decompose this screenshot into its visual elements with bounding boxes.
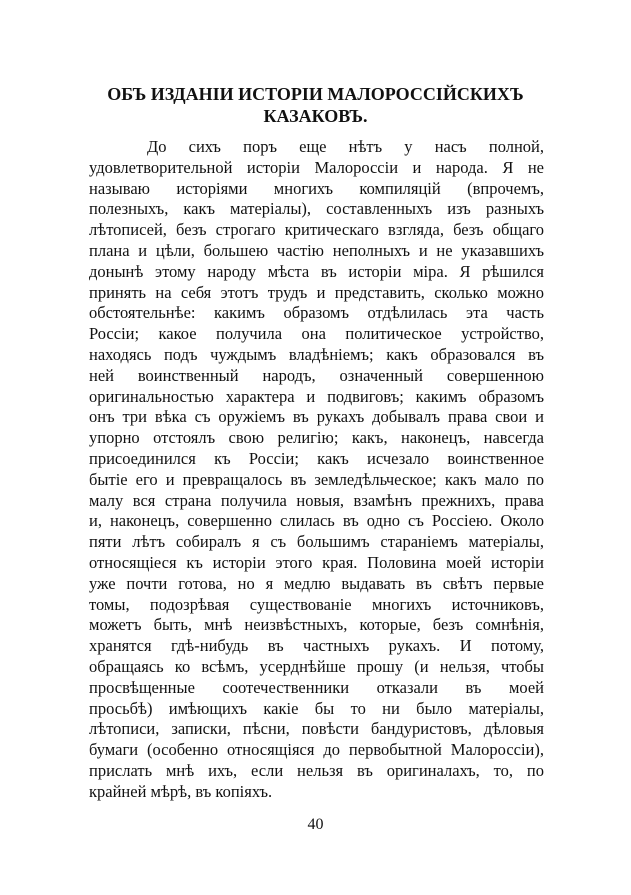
body-line: обстоятельнѣе: какимъ образомъ отдѣлилась эта часть <box>89 303 544 323</box>
body-line: оригинальностью характера и подвиговъ; какимъ образомъ <box>89 386 544 406</box>
body-line: можетъ быть, мнѣ неизвѣстныхъ, которые, безъ сомнѣнія, <box>89 615 544 635</box>
title-line: ОБЪ ИЗДАНІИ ИСТОРІИ МАЛОРОССІЙСКИХЪ <box>107 84 524 104</box>
body-line: лѣтописей, безъ строгаго критическаго взгляда, безъ общаго <box>89 220 544 240</box>
body-line: относящіеся къ исторіи этого края. Половина моей исторіи <box>89 552 544 572</box>
body-line: ней воинственный народъ, означенный совершенною <box>89 365 544 385</box>
title-line: КАЗАКОВЪ. <box>263 106 368 126</box>
body-line: хранятся гдѣ-нибудь въ частныхъ рукахъ. И потому, <box>89 636 544 656</box>
body-line: называю исторіями многихъ компиляцій (впрочемъ, <box>89 178 544 198</box>
body-line: плана и цѣли, большею частію неполныхъ и не указавшихъ <box>89 240 544 260</box>
body-line: прислать мнѣ ихъ, если нельзя въ оригиналахъ, то, по <box>89 760 544 780</box>
body-line: удовлетворительной исторіи Малороссіи и народа. Я не <box>89 157 544 177</box>
body-line: просьбѣ) имѣющихъ какіе бы то ни было матеріалы, <box>89 698 544 718</box>
body-line: просвѣщенные соотечественники отказали въ моей <box>89 677 544 697</box>
body-line: крайней мѣрѣ, въ копіяхъ. <box>89 781 273 801</box>
body-line: обращаясь ко всѣмъ, усерднѣйше прошу (и нельзя, чтобы <box>89 656 544 676</box>
body-line: лѣтописи, записки, пѣсни, повѣсти бандуристовъ, дѣловыя <box>89 719 544 739</box>
body-line: присоединился къ Россіи; какъ исчезало воинственное <box>89 448 544 468</box>
article-body <box>89 137 544 803</box>
body-line: пяти лѣтъ собиралъ я съ большимъ стараніемъ матеріалы, <box>89 532 544 552</box>
body-line: бытіе его и превращалось въ земледѣльческое; какъ мало по <box>89 469 544 489</box>
body-line: бумаги (особенно относящіяся до первобытной Малороссіи), <box>89 740 544 760</box>
body-line: уже почти готова, но я медлю выдавать въ свѣтъ первые <box>89 573 544 593</box>
body-line: находясь подъ чуждымъ владѣніемъ; какъ образовался въ <box>89 344 544 364</box>
body-line: онъ три вѣка съ оружіемъ въ рукахъ добывалъ права свои и <box>89 407 544 427</box>
body-line: томы, подозрѣвая существованіе многихъ источниковъ, <box>89 594 544 614</box>
body-line: и, наконецъ, совершенно слилась въ одно съ Россіею. Около <box>89 511 544 531</box>
body-line: малу вся страна получила новыя, взамѣнъ прежнихъ, права <box>89 490 544 510</box>
page-number: 40 <box>307 816 324 833</box>
body-line: полезныхъ, какъ матеріалы), составленныхъ изъ разныхъ <box>89 199 544 219</box>
article-title <box>60 83 571 127</box>
body-line: Россіи; какое получила она политическое устройство, <box>89 324 544 344</box>
body-line: донынѣ этому народу мѣста въ исторіи міра. Я рѣшился <box>89 261 544 281</box>
body-line: До сихъ поръ еще нѣтъ у насъ полной, <box>147 137 544 156</box>
body-line: упорно отстоялъ свою религію; какъ, наконецъ, навсегда <box>89 428 544 448</box>
body-line: принять на себя этотъ трудъ и представить, сколько можно <box>89 282 544 302</box>
